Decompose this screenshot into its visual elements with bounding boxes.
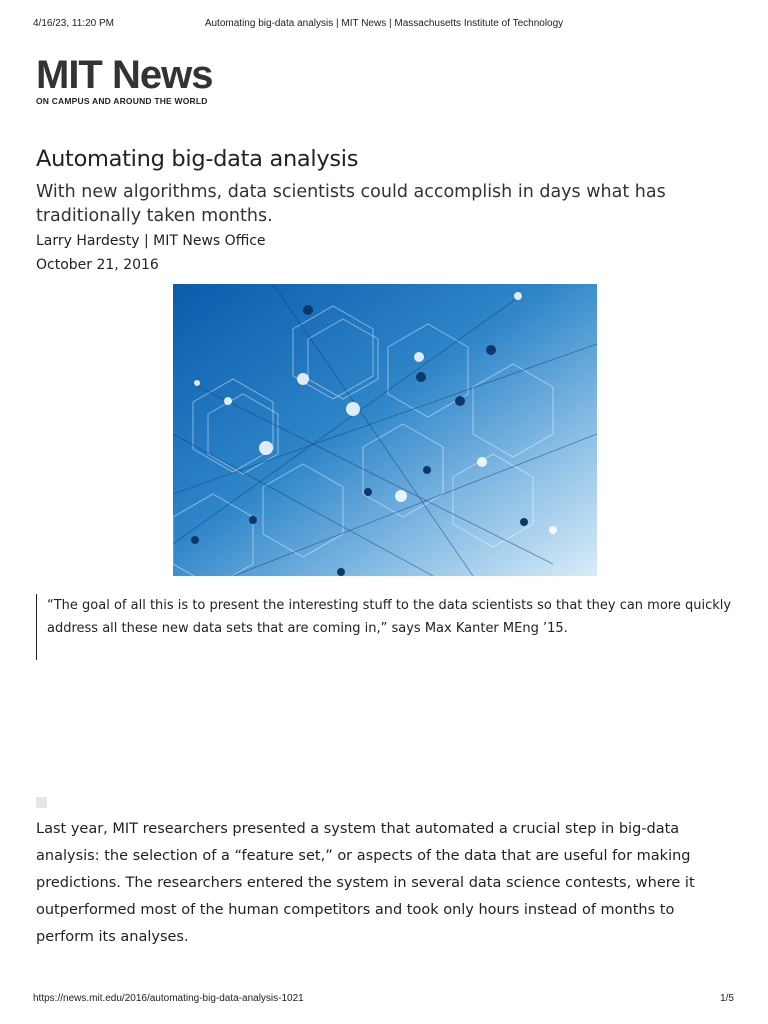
print-datetime: 4/16/23, 11:20 PM	[33, 18, 114, 29]
article-subhead: With new algorithms, data scientists could accomplish in days what has traditionally taken months.	[36, 182, 666, 226]
logo-tagline: ON CAMPUS AND AROUND THE WORLD	[36, 96, 208, 106]
article-hero-image	[173, 284, 597, 576]
print-url[interactable]: https://news.mit.edu/2016/automating-big-data-analysis-1021	[33, 993, 304, 1004]
mit-news-logo[interactable]	[36, 55, 212, 106]
print-page-title: Automating big-data analysis | MIT News | Massachusetts Institute of Technology	[204, 18, 564, 29]
pull-quote-text: “The goal of all this is to present the interesting stuff to the data scientists so that they can more quickly address all these new data sets that are coming in,” says Max Kanter MEng ’15.	[47, 598, 732, 636]
pull-quote	[36, 594, 737, 660]
article-headline: Automating big-data analysis	[36, 146, 359, 172]
article-body-paragraph: Last year, MIT researchers presented a system that automated a crucial step in big-data analysis: the selection of a “feature set,” or aspects of the data that are useful for making predictions. The researchers entered the system in several data science contests, where it outperformed most of the human competitors and took only hours instead of months to perform its analyses.	[36, 821, 695, 945]
print-page-number: 1/5	[720, 993, 734, 1004]
image-placeholder	[36, 797, 47, 808]
logo-wordmark: MIT News	[36, 53, 213, 97]
article-byline: Larry Hardesty | MIT News Office	[36, 233, 266, 249]
article-date: October 21, 2016	[36, 257, 159, 273]
